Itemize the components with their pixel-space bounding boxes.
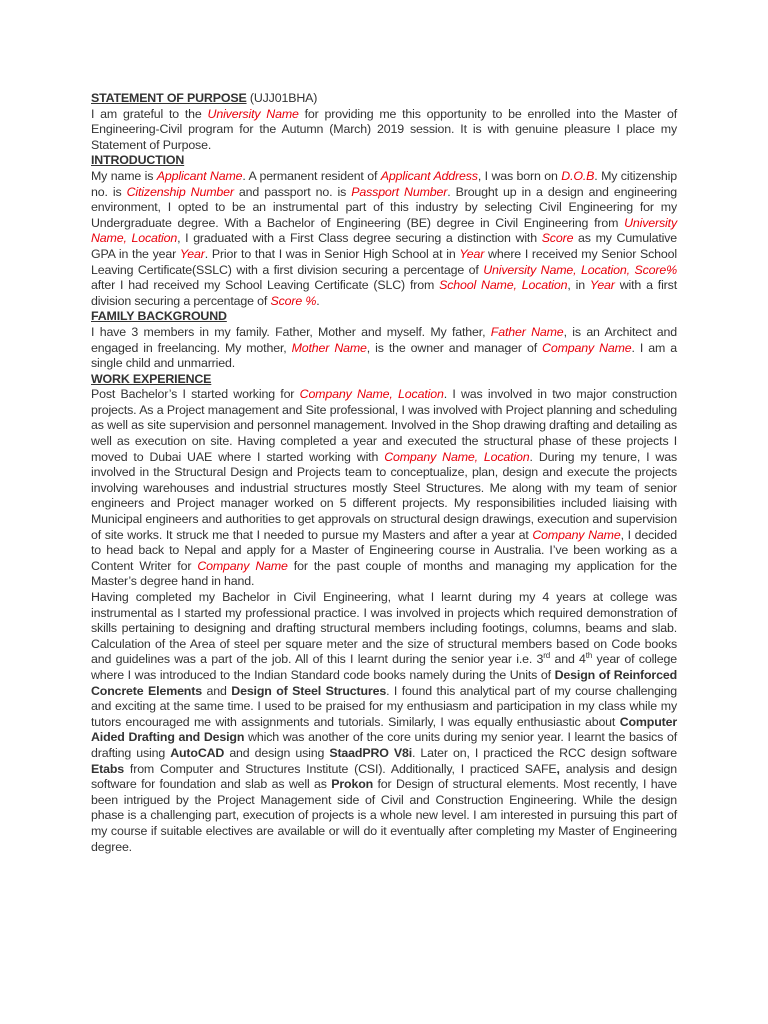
unit-rcc-elements: Design of Reinforced Concrete Elements <box>91 667 678 698</box>
unit-cad-design: Computer Aided Drafting and Design <box>91 714 677 745</box>
text-run: year of college where I was introduced to the Indian Standard code books namely during the Units of <box>91 652 677 682</box>
text-run: for Design of structural elements. Most recently, I have been intrigued by the Project Management side of Civil and Construction Engineering. While the design phase is a challenging part, execution of projects is a whole new level. I am interested in pursuing this part of my course if suitable electives are available or will do it eventually after completing my Master of Engineering degree. <box>91 777 677 854</box>
placeholder-year: Year <box>179 246 205 261</box>
placeholder-university-name: University Name <box>207 106 299 121</box>
placeholder-citizenship-number: Citizenship Number <box>126 184 234 199</box>
family-heading: FAMILY BACKGROUND <box>91 309 227 324</box>
superscript-rd: rd <box>543 651 551 661</box>
text-run: . During my tenure, I was involved in the Structural Design and Projects team to conceptualize, plan, design and execute the projects involving warehouses and industrial structures mostly Steel Structures. Me along with my team of senior engineers and Project manager worked on 5 different projects. My responsibilities included liaising with Municipal engineers and authorities to get approvals on structural design drawings, execution and supervision of site works. It struck me that I needed to pursue my Masters and after a year at <box>91 449 677 542</box>
statement-document <box>91 91 677 855</box>
placeholder-passport-number: Passport Number <box>351 184 448 199</box>
introduction-paragraph <box>91 169 677 309</box>
text-run: I am grateful to the <box>91 106 208 121</box>
software-etabs: Etabs <box>91 761 124 776</box>
placeholder-year: Year <box>589 278 615 293</box>
placeholder-score-percent: Score % <box>270 293 317 308</box>
text-run: Having completed my Bachelor in Civil Engineering, what I learnt during my 4 years at college was instrumental as I started my professional practice. I was involved in projects which required demonstration of skills pertaining to designing and drafting structural members including footings, columns, beams and slab. Calculation of the Area of steel per square meter and the size of structural members based on Code books and guidelines was a part of the job. All of this I learnt during the senior year i.e. 3 <box>91 590 677 667</box>
placeholder-mother-name: Mother Name <box>291 340 367 355</box>
text-run: , I graduated with a First Class degree securing a distinction with <box>177 231 542 246</box>
software-autocad: AutoCAD <box>170 745 225 760</box>
placeholder-father-name: Father Name <box>490 324 564 339</box>
text-run: . <box>316 293 320 308</box>
placeholder-company-location: Company Name, Location <box>384 449 530 464</box>
text-run: Post Bachelor’s I started working for <box>91 387 300 402</box>
text-run: , is the owner and manager of <box>366 340 543 355</box>
placeholder-applicant-address: Applicant Address <box>380 168 478 183</box>
text-run: I have 3 members in my family. Father, Mother and myself. My father, <box>91 324 491 339</box>
text-run: . I was involved in two major construction projects. As a Project management and Site professional, I was involved with Project planning and scheduling as well as site supervision and personnel management. Involved in the Shop drawing drafting and detailing as well as execution on site. Having completed a year and executed the structural phase of these projects I moved to Dubai UAE where I started working with <box>91 387 677 464</box>
placeholder-dob: D.O.B <box>561 168 595 183</box>
text-run: and 4 <box>550 652 586 667</box>
text-run: and design using <box>224 745 330 760</box>
text-run: and passport no. is <box>233 184 352 199</box>
text-run: . My citizenship no. is <box>91 168 677 199</box>
placeholder-year: Year <box>459 246 485 261</box>
placeholder-score-percent: Score% <box>634 262 677 277</box>
title-code: UJJ01BHA <box>253 91 314 105</box>
work-heading-line <box>91 372 677 388</box>
text-run: . Prior to that I was in Senior High School at in <box>204 246 460 261</box>
title-code-paren-close: ) <box>313 91 318 105</box>
text-run: as my Cumulative GPA in the year <box>91 231 677 261</box>
introduction-heading: INTRODUCTION <box>91 153 185 168</box>
placeholder-company-name: Company Name <box>532 527 621 542</box>
work-paragraph <box>91 387 677 590</box>
text-run: with a first division securing a percentage of <box>91 278 677 308</box>
placeholder-company-name: Company Name <box>542 340 632 355</box>
unit-steel-structures: Design of Steel Structures <box>231 683 387 698</box>
text-run: after I had received my School Leaving Certificate (SLC) from <box>91 278 440 293</box>
placeholder-university-location: University Name, Location <box>483 262 627 277</box>
text-run: analysis and design software for foundation and slab as well as <box>91 761 677 792</box>
placeholder-applicant-name: Applicant Name <box>156 168 243 183</box>
placeholder-company-name: Company Name <box>197 558 288 573</box>
introduction-heading-line <box>91 153 677 169</box>
placeholder-score: Score <box>541 231 574 246</box>
text-run: , I was born on <box>477 168 562 183</box>
document-title-line <box>91 91 677 107</box>
superscript-th: th <box>585 651 593 661</box>
text-run: which was another of the core units during my senior year. I learnt the basics of drafting using <box>91 730 677 760</box>
text-run: . Brought up in a design and engineering environment, I opted to be an instrumental part of this industry by selecting Civil Engineering for my Undergraduate degree. With a Bachelor of Engineering (BE) degree in Civil Engineering from <box>91 184 677 230</box>
text-run: and <box>201 683 232 698</box>
title-code-paren-open: ( <box>249 91 254 105</box>
text-run: My name is <box>91 168 157 183</box>
text-run: for the past couple of months and managing my application for the Master’s degree hand in hand. <box>91 558 677 589</box>
opening-paragraph <box>91 107 677 154</box>
text-run: . Later on, I practiced the RCC design software <box>412 745 677 760</box>
software-staadpro: StaadPRO V8i <box>329 745 412 760</box>
text-run: for providing me this opportunity to be enrolled into the Master of Engineering-Civil program for the Autumn (March) 2019 session. It is with genuine pleasure I place my Statement of Purpose. <box>91 106 677 152</box>
bold-comma: , <box>556 761 560 776</box>
placeholder-company-location: Company Name, Location <box>299 387 444 402</box>
text-run: . I am a single child and unmarried. <box>91 340 677 371</box>
text-run: . I found this analytical part of my course challenging and exciting at the same time. I used to be praised for my enthusiasm and participation in my class while my tutors encouraged me with assignments and tutorials. Similarly, I was equally enthusiastic about <box>91 683 677 729</box>
placeholder-school-location: School Name, Location <box>439 278 568 293</box>
text-run: from Computer and Structures Institute (CSI). Additionally, I practiced SAFE <box>124 761 557 776</box>
text-run: where I received my Senior School Leaving Certificate(SSLC) with a first division securing a percentage of <box>91 246 677 277</box>
text-run: . A permanent resident of <box>242 168 381 183</box>
text-run: , is an Architect and engaged in freelancing. My mother, <box>91 324 678 355</box>
text-run: , I decided to head back to Nepal and apply for a Master of Engineering course in Australia. I’ve been working as a Content Writer for <box>91 527 678 573</box>
study-paragraph <box>91 590 677 855</box>
text-run: , in <box>567 278 590 293</box>
work-heading: WORK EXPERIENCE <box>91 371 212 386</box>
software-prokon: Prokon <box>331 777 374 792</box>
family-paragraph <box>91 325 677 372</box>
text-run: , <box>626 262 635 277</box>
family-heading-line <box>91 309 677 325</box>
placeholder-university-location: University Name, Location <box>91 215 677 246</box>
document-title: STATEMENT OF PURPOSE <box>91 91 247 105</box>
